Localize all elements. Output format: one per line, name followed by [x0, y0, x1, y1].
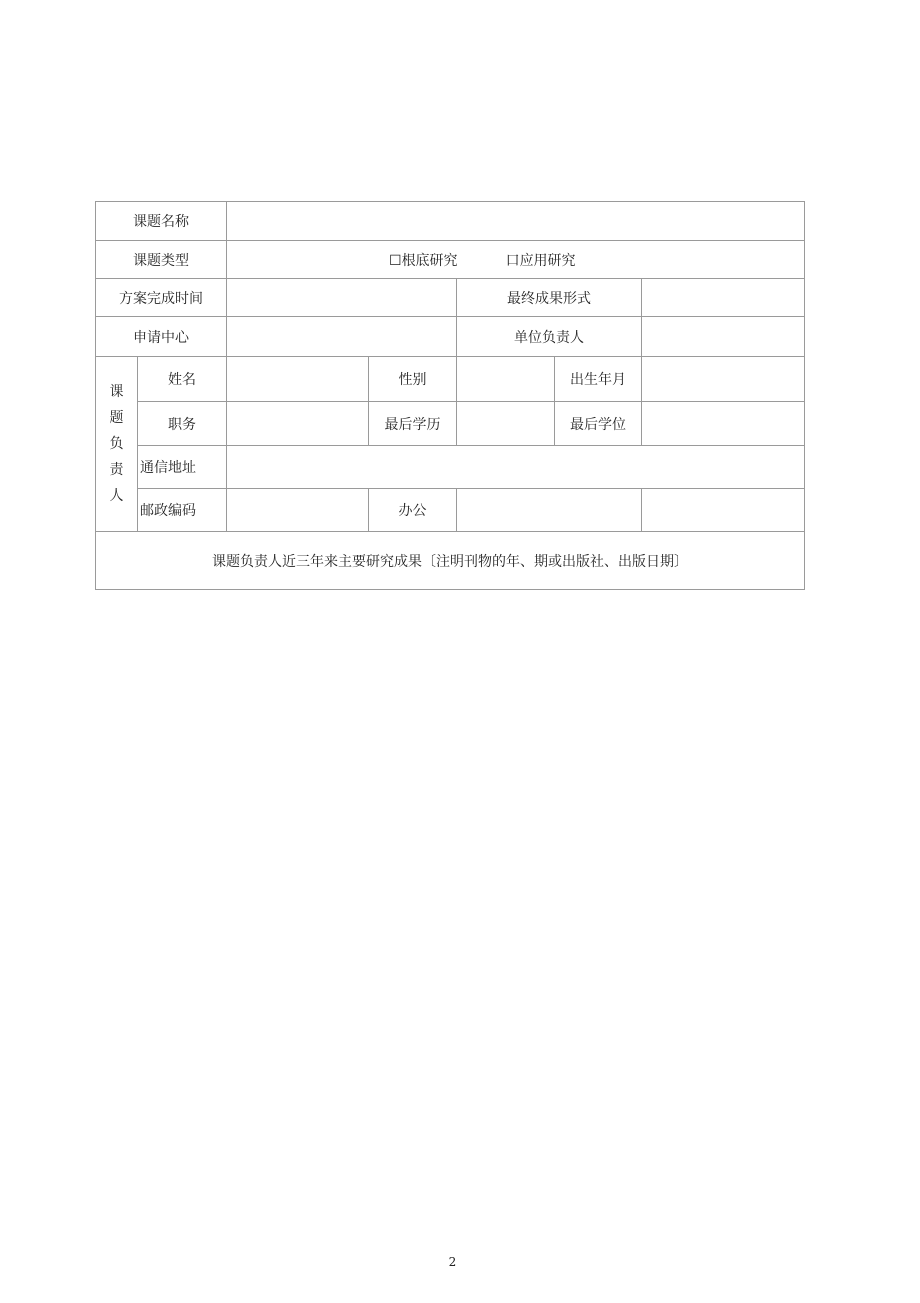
education-value[interactable] — [457, 402, 642, 446]
topic-name-label: 课题名称 — [96, 202, 227, 241]
education-degree-split — [457, 402, 641, 445]
completion-time-value[interactable] — [227, 279, 457, 317]
topic-type-label: 课题类型 — [96, 241, 227, 279]
position-label: 职务 — [138, 402, 227, 446]
name-value[interactable] — [227, 357, 369, 402]
unit-head-label: 单位负责人 — [457, 317, 642, 357]
address-value[interactable] — [227, 446, 805, 489]
final-form-value[interactable] — [642, 279, 805, 317]
birth-value[interactable] — [642, 357, 805, 402]
page-number: 2 — [448, 1255, 457, 1269]
applying-center-value[interactable] — [227, 317, 457, 357]
address-label: 通信地址 — [138, 446, 227, 489]
degree-label: 最后学位 — [570, 416, 626, 433]
name-label: 姓名 — [138, 357, 227, 402]
leader-section-label — [96, 357, 138, 532]
gender-birth-split — [457, 357, 641, 401]
office-extra-value[interactable] — [642, 489, 805, 532]
achievements-label: 课题负责人近三年来主要研究成果〔注明刊物的年、期或出版社、出版日期〕 — [96, 532, 805, 590]
leader-section-char: 题 — [109, 410, 124, 426]
gender-label: 性别 — [369, 357, 457, 402]
checkbox-icon[interactable]: 口 — [505, 252, 520, 269]
postal-code-label: 邮政编码 — [138, 489, 227, 532]
gender-value[interactable] — [457, 357, 642, 402]
leader-section-char: 负 — [109, 436, 124, 452]
degree-value[interactable] — [642, 402, 805, 446]
gender-input[interactable] — [457, 357, 555, 401]
application-form-table — [95, 201, 805, 590]
leader-section-char: 责 — [109, 462, 124, 478]
applied-research-label: 应用研究 — [519, 252, 576, 269]
checkbox-icon[interactable]: ☐ — [389, 252, 402, 269]
position-value[interactable] — [227, 402, 369, 446]
topic-type-options — [227, 241, 805, 279]
applying-center-label: 申请中心 — [96, 317, 227, 357]
basic-research-label: 根底研究 — [401, 252, 458, 269]
topic-name-value[interactable] — [227, 202, 805, 241]
completion-time-label: 方案完成时间 — [96, 279, 227, 317]
unit-head-value[interactable] — [642, 317, 805, 357]
education-input[interactable] — [457, 402, 555, 445]
education-label: 最后学历 — [369, 402, 457, 446]
final-form-label: 最终成果形式 — [457, 279, 642, 317]
basic-research-option[interactable] — [389, 250, 458, 270]
birth-label: 出生年月 — [570, 372, 626, 388]
office-value[interactable] — [457, 489, 642, 532]
applied-research-option[interactable] — [506, 250, 576, 270]
office-label: 办公 — [369, 489, 457, 532]
postal-code-value[interactable] — [227, 489, 369, 532]
leader-section-char: 人 — [109, 488, 124, 504]
leader-section-char: 课 — [109, 384, 124, 400]
